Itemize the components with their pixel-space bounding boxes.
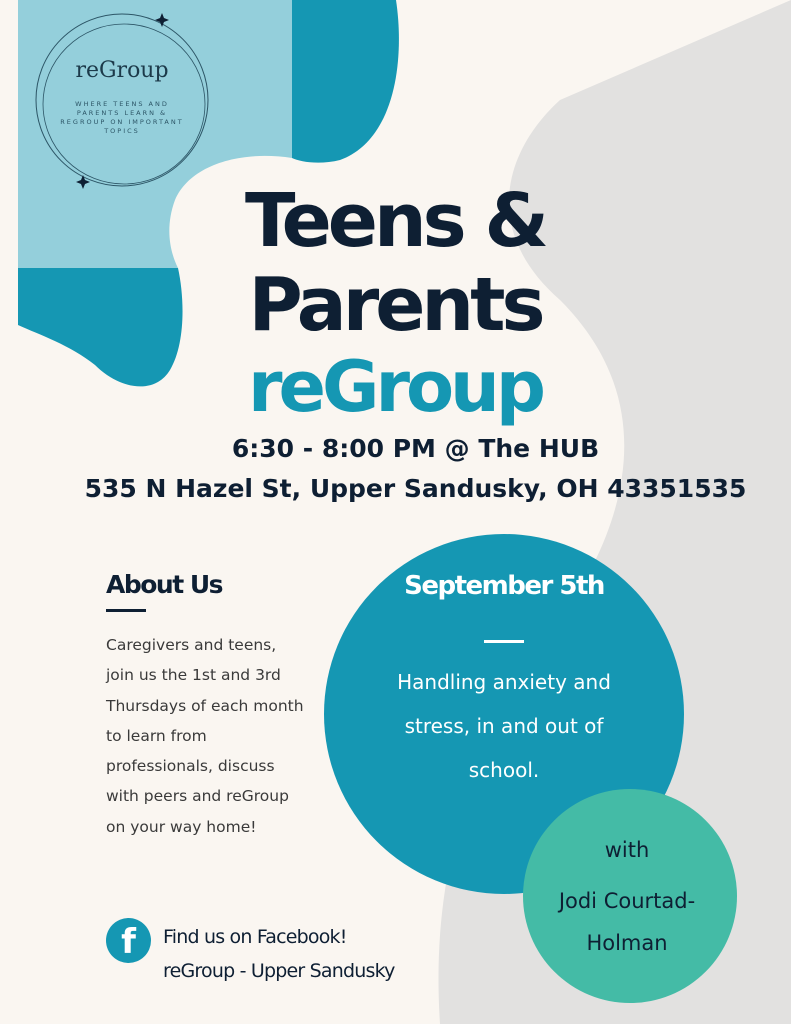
facebook-page-name[interactable]: reGroup - Upper Sandusky bbox=[163, 960, 395, 982]
teal-left-shape bbox=[18, 268, 183, 386]
event-time-location: 6:30 - 8:00 PM @ The HUB bbox=[231, 434, 600, 463]
title-line-3: reGroup bbox=[247, 346, 542, 428]
session-date: September 5th bbox=[404, 571, 604, 601]
logo-name: reGroup bbox=[75, 58, 169, 83]
session-topic: Handling anxiety and stress, in and out of school. bbox=[397, 670, 611, 782]
title-line-2: Parents bbox=[248, 262, 542, 348]
teal-top-shape bbox=[292, 0, 399, 163]
about-body: Caregivers and teens, join us the 1st and 3rd Thursdays of each month to learn from professionals, discuss with peers and reGroup on your way home! bbox=[106, 636, 304, 836]
logo-tagline: WHERE TEENS AND PARENTS LEARN & REGROUP ON IMPORTANT TOPICS bbox=[60, 100, 184, 135]
about-underline bbox=[106, 609, 146, 612]
facebook-icon[interactable]: f bbox=[106, 918, 151, 963]
title-line-1: Teens & bbox=[244, 178, 546, 264]
presenter-name: Jodi Courtad-Holman bbox=[558, 889, 696, 955]
event-address: 535 N Hazel St, Upper Sandusky, OH 43351535 bbox=[84, 474, 747, 503]
facebook-cta[interactable]: Find us on Facebook! bbox=[163, 926, 347, 948]
date-underline bbox=[484, 640, 524, 643]
about-heading: About Us bbox=[106, 570, 223, 599]
with-label: with bbox=[604, 838, 650, 862]
